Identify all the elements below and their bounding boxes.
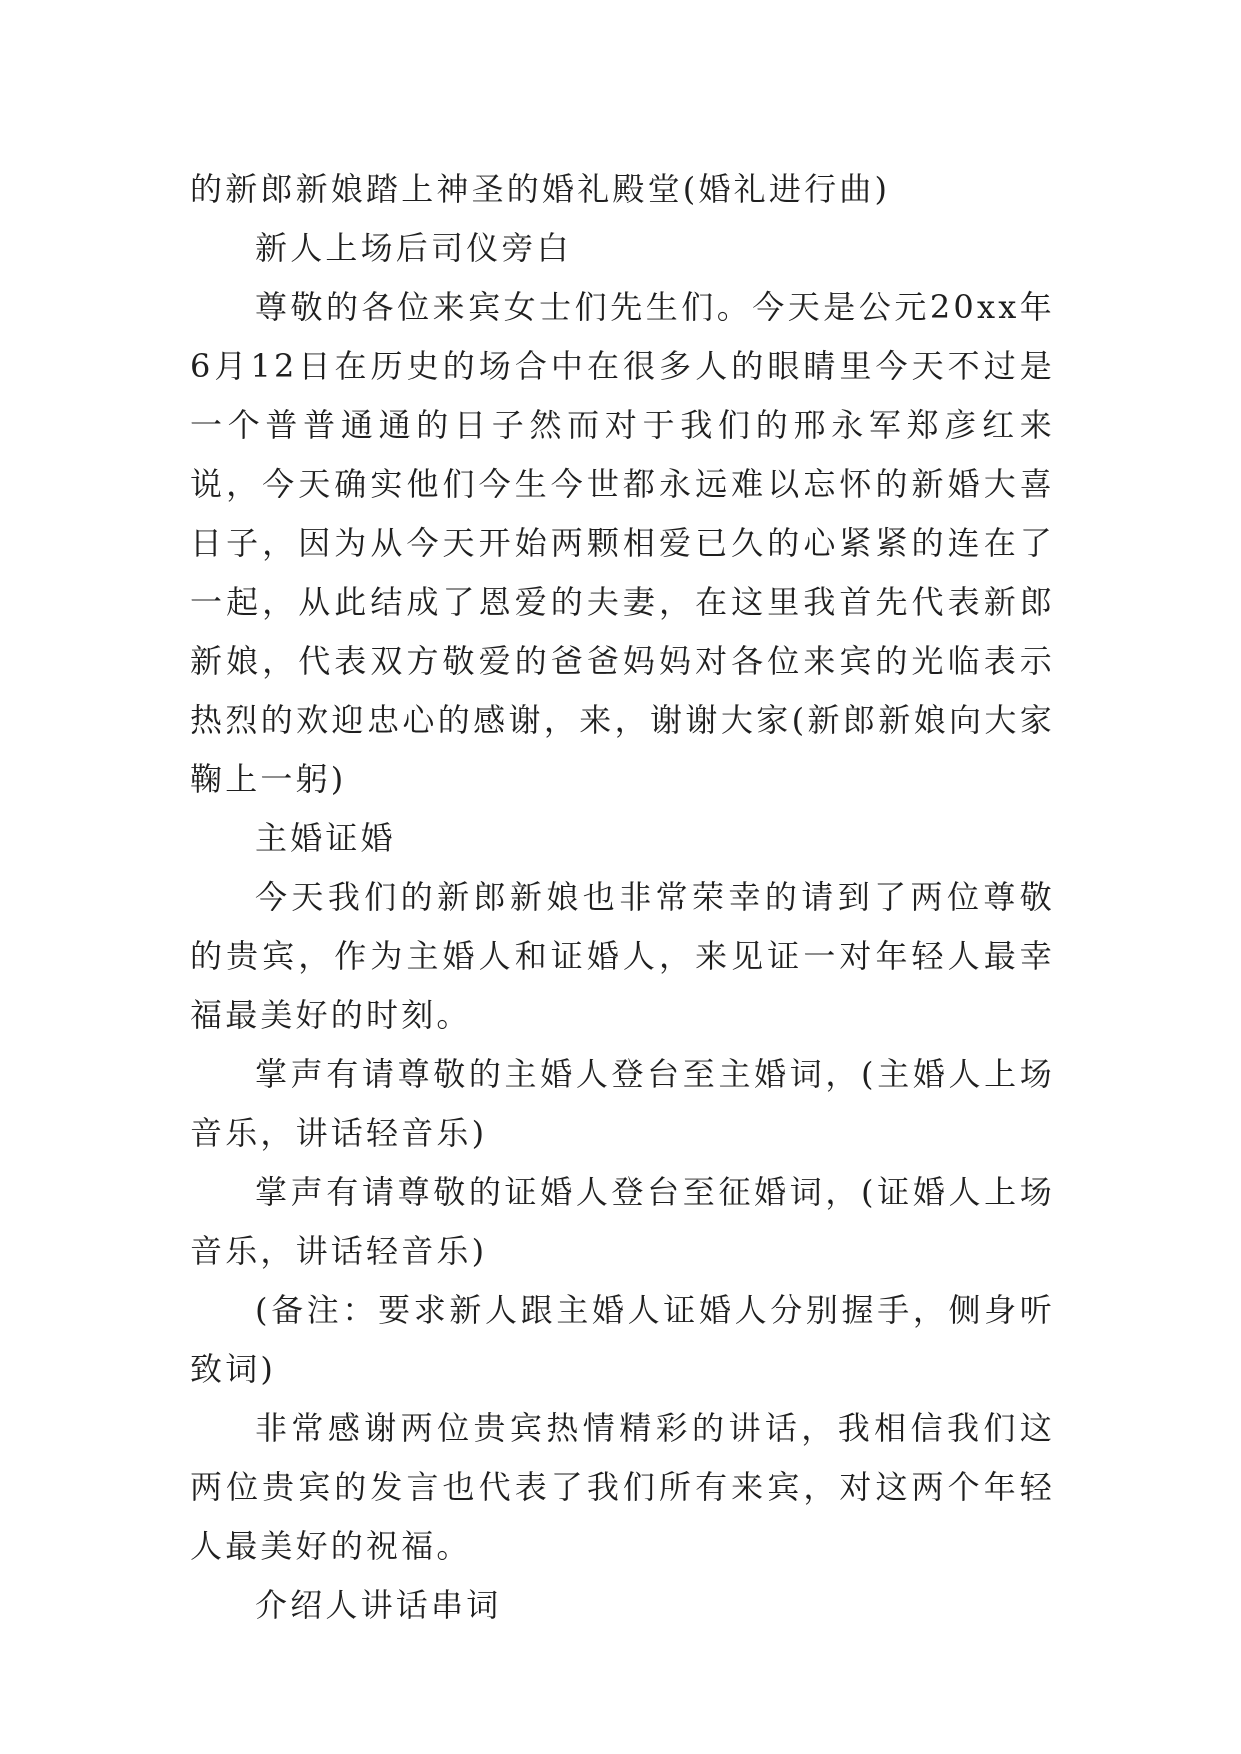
paragraph-note: (备注：要求新人跟主婚人证婚人分别握手，侧身听致词) <box>190 1291 1055 1388</box>
document-body <box>190 160 1055 1635</box>
paragraph-continuation: 的新郎新娘踏上神圣的婚礼殿堂(婚礼进行曲) <box>190 170 891 208</box>
paragraph-host-speech-cue: 掌声有请尊敬的主婚人登台至主婚词，(主婚人上场音乐，讲话轻音乐) <box>190 1055 1055 1152</box>
section-heading-host-narration: 新人上场后司仪旁白 <box>255 229 572 267</box>
paragraph-thanks: 非常感谢两位贵宾热情精彩的讲话，我相信我们这两位贵宾的发言也代表了我们所有来宾，对这两个年轻人最美好的祝福。 <box>190 1409 1055 1565</box>
section-heading-officiant: 主婚证婚 <box>255 819 396 857</box>
section-heading-introducer: 介绍人讲话串词 <box>255 1586 502 1624</box>
paragraph-guests-intro: 今天我们的新郎新娘也非常荣幸的请到了两位尊敬的贵宾，作为主婚人和证婚人，来见证一对年轻人最幸福最美好的时刻。 <box>190 878 1055 1034</box>
paragraph-welcome-speech: 尊敬的各位来宾女士们先生们。今天是公元20xx年6月12日在历史的场合中在很多人的眼睛里今天不过是一个普普通通的日子然而对于我们的邢永军郑彦红来说，今天确实他们今生今世都永远难以忘怀的新婚大喜日子，因为从今天开始两颗相爱已久的心紧紧的连在了一起，从此结成了恩爱的夫妻，在这里我首先代表新郎新娘，代表双方敬爱的爸爸妈妈对各位来宾的光临表示热烈的欢迎忠心的感谢，来，谢谢大家(新郎新娘向大家鞠上一躬) <box>190 288 1055 798</box>
paragraph-witness-speech-cue: 掌声有请尊敬的证婚人登台至征婚词，(证婚人上场音乐，讲话轻音乐) <box>190 1173 1055 1270</box>
